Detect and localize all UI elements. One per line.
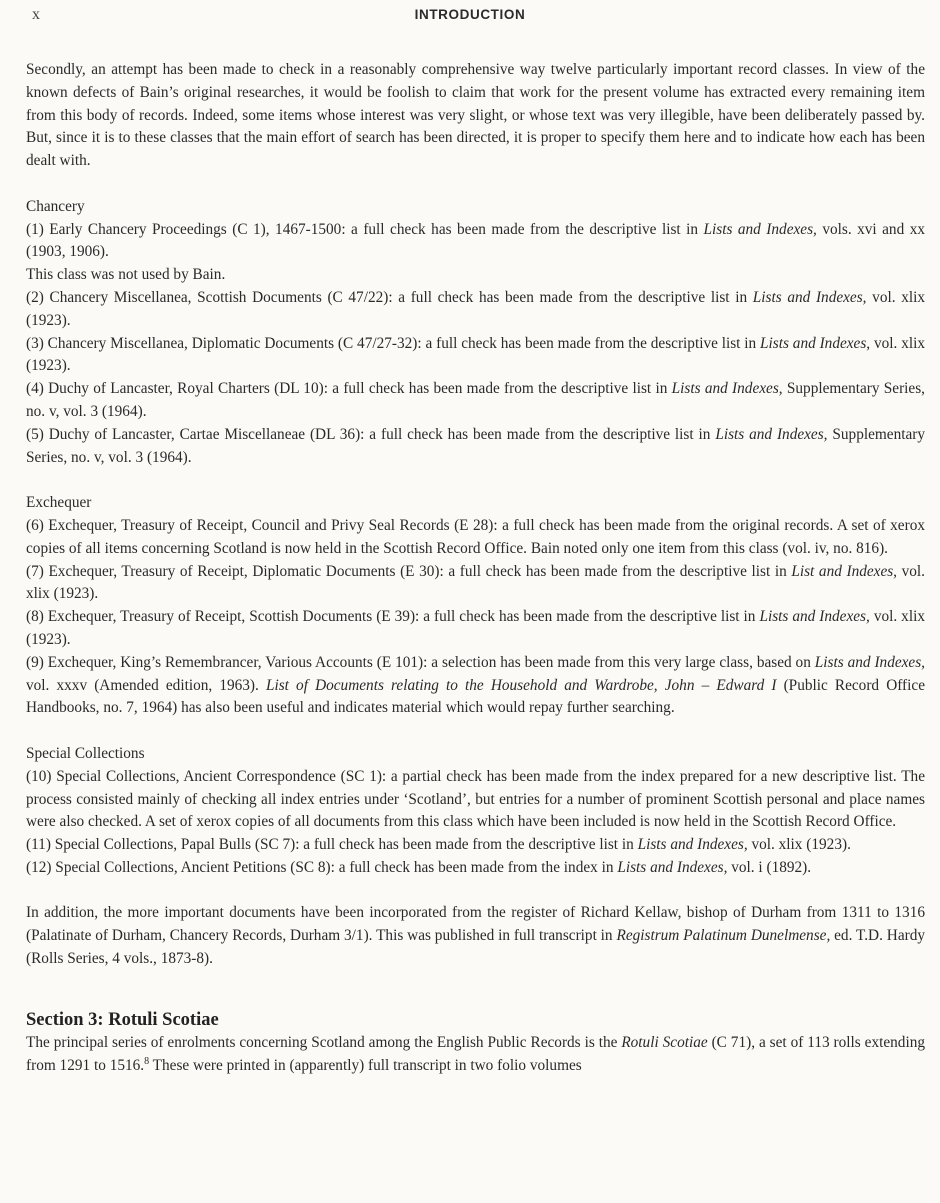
page-number: x — [32, 6, 40, 23]
footnote-ref: 8 — [144, 1055, 150, 1067]
record-item-3: (3) Chancery Miscellanea, Diplomatic Documents (C 47/27-32): a full check has been made from the descriptive list in Lists and Indexes, vol. xlix (1923). — [26, 334, 925, 375]
special-collections-heading: Special Collections — [26, 744, 145, 762]
record-item-2: (2) Chancery Miscellanea, Scottish Documents (C 47/22): a full check has been made from the descriptive list in Lists and Indexes, vol. xlix (1923). — [26, 288, 926, 329]
record-item-4: (4) Duchy of Lancaster, Royal Charters (DL 10): a full check has been made from the descriptive list in Lists and Indexes, Supplementary Series, no. v, vol. 3 (1964). — [26, 380, 926, 420]
record-item-12: (12) Special Collections, Ancient Petitions (SC 8): a full check has been made from the index in Lists and Indexes, vol. i (1892). — [26, 858, 812, 876]
record-item-8: (8) Exchequer, Treasury of Receipt, Scottish Documents (E 39): a full check has been made from the descriptive list in Lists and Indexes, vol. xlix (1923). — [26, 608, 925, 648]
record-item-5: (5) Duchy of Lancaster, Cartae Miscellaneae (DL 36): a full check has been made from the descriptive list in Lists and Indexes, Supplementary Series, no. v, vol. 3 (1964). — [26, 425, 925, 466]
record-item-6: (6) Exchequer, Treasury of Receipt, Council and Privy Seal Records (E 28): a full check has been made from the original records. A set of xerox copies of all items concerning Scotland is now held in the Scottish Record Office. Bain noted only one item from this class (vol. iv, no. 816). — [26, 516, 925, 557]
chancery-heading: Chancery — [26, 197, 85, 215]
addition-paragraph: In addition, the more important documents have been incorporated from the register of Richard Kellaw, bishop of Durham from 1311 to 1316 (Palatinate of Durham, Chancery Records, Durham 3/1). This was published in full transcript in Registrum Palatinum Dunelmense, ed. T.D. Hardy (Rolls Series, 4 vols., 1873-8). — [26, 904, 925, 968]
intro-paragraph: Secondly, an attempt has been made to check in a reasonably comprehensive way twelve particularly important record classes. In view of the known defects of Bain’s original researches, it would be foolish to claim that work for the present volume has extracted every remaining item from this body of records. Indeed, some items whose interest was very slight, or whose text was very illegible, have been deliberately passed by. But, since it is to these classes that the main effort of search has been directed, it is proper to specify them here and to indicate how each has been dealt with. — [26, 61, 925, 170]
section-3-paragraph: The principal series of enrolments concerning Scotland among the English Public Records is the Rotuli Scotiae (C 71), a set of 113 rolls extending from 1291 to 1516.$^8$ These were printed in (apparently) full transcript in two folio volumes — [26, 1033, 925, 1074]
running-title: INTRODUCTION — [414, 7, 526, 22]
record-item-9: (9) Exchequer, King’s Remembrancer, Various Accounts (E 101): a selection has been made from this very large class, based on Lists and Indexes, vol. xxxv (Amended edition, 1963). List of Documents relating to the Household and Wardrobe, John – Edward I (Public Record Office Handbooks, no. 7, 1964) has also been useful and indicates material which would repay further searching. — [26, 653, 925, 717]
exchequer-heading: Exchequer — [26, 494, 92, 512]
record-note-1: This class was not used by Bain. — [26, 266, 226, 284]
record-item-1: (1) Early Chancery Proceedings (C 1), 1467-1500: a full check has been made from the descriptive list in Lists and Indexes, vols. xvi and xx (1903, 1906). — [26, 220, 925, 261]
record-item-11: (11) Special Collections, Papal Bulls (SC 7): a full check has been made from the descriptive list in Lists and Indexes, vol. xlix (1923). — [26, 836, 851, 854]
section-3-heading: Section 3: Rotuli Scotiae — [26, 1009, 219, 1030]
body-text — [26, 59, 925, 1077]
running-head — [0, 6, 940, 24]
record-item-7: (7) Exchequer, Treasury of Receipt, Diplomatic Documents (E 30): a full check has been made from the descriptive list in List and Indexes, vol. xlix (1923). — [26, 562, 925, 603]
record-item-10: (10) Special Collections, Ancient Correspondence (SC 1): a partial check has been made from the index prepared for a new descriptive list. The process consisted mainly of checking all index entries under ‘Scotland’, but entries for a number of prominent Scottish personal and place names were also checked. A set of xerox copies of all documents from this class which have been included is now held in the Scottish Record Office. — [26, 767, 925, 831]
